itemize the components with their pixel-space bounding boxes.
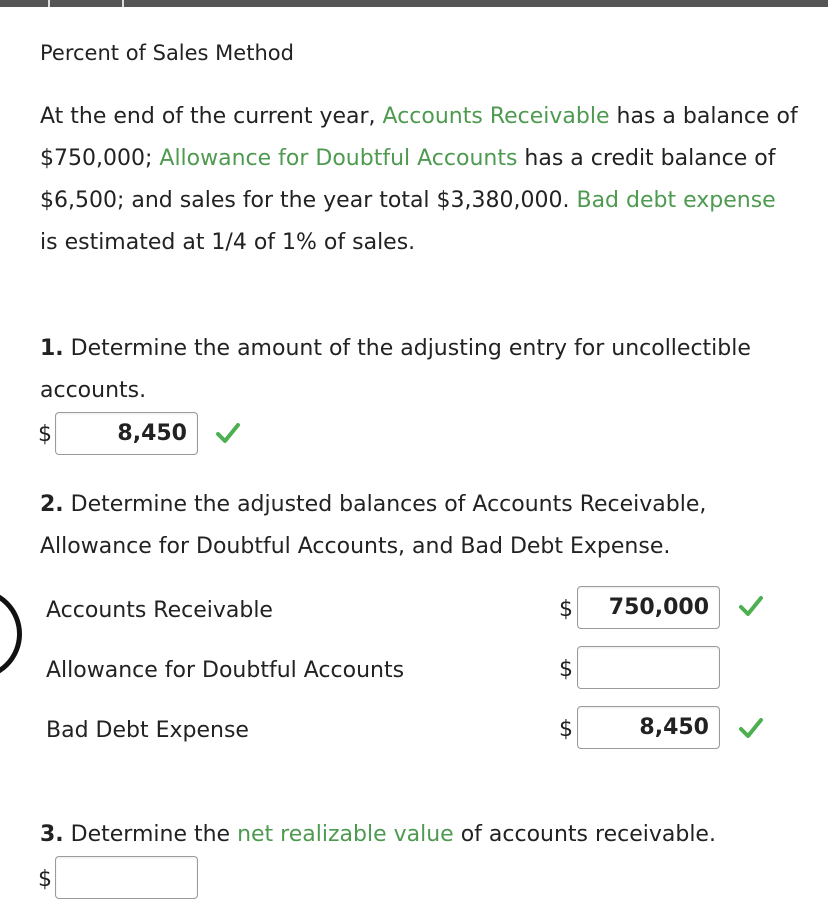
currency-symbol: $ (38, 867, 52, 892)
question-number: 1. (40, 336, 64, 361)
intro-text: has a credit balance of $6,500; and sales for the year total $3,380,000. (40, 146, 776, 213)
question-prompt: of accounts receivable. (453, 822, 716, 847)
question-3-text (40, 814, 820, 856)
accounts-receivable-label: Accounts Receivable (46, 598, 273, 623)
question-prompt: Determine the amount of the adjusting entry for uncollectible accounts. (40, 336, 751, 403)
bad-debt-expense-label: Bad Debt Expense (46, 718, 249, 743)
left-edge-circle-button[interactable] (0, 588, 22, 680)
check-icon (738, 594, 764, 618)
allowance-label: Allowance for Doubtful Accounts (46, 658, 405, 683)
accounts-receivable-input[interactable]: 750,000 (577, 586, 720, 629)
currency-symbol: $ (559, 597, 573, 622)
currency-symbol: $ (559, 657, 573, 682)
question-number: 2. (40, 492, 64, 517)
intro-text: has a balance of $750,000; (40, 104, 798, 171)
bad-debt-expense-link[interactable]: Bad debt expense (576, 188, 776, 213)
question-prompt: Determine the (63, 822, 238, 847)
check-icon (738, 716, 764, 740)
question-1-text (40, 328, 828, 412)
toolbar-divider (48, 0, 50, 7)
q1-answer-input[interactable]: 8,450 (55, 412, 198, 455)
accounts-receivable-link[interactable]: Accounts Receivable (382, 104, 610, 129)
problem-intro (40, 96, 800, 264)
toolbar-divider (122, 0, 124, 7)
question-number: 3. (40, 822, 64, 847)
currency-symbol: $ (559, 717, 573, 742)
question-2-text (40, 484, 810, 568)
page-title: Percent of Sales Method (40, 41, 294, 65)
allowance-input[interactable] (577, 646, 720, 689)
intro-text: At the end of the current year, (40, 104, 383, 129)
intro-text: is estimated at 1/4 of 1% of sales. (40, 230, 416, 255)
check-icon (215, 421, 241, 445)
bad-debt-expense-input[interactable]: 8,450 (577, 706, 720, 749)
allowance-link[interactable]: Allowance for Doubtful Accounts (159, 146, 518, 171)
currency-symbol: $ (38, 422, 52, 447)
net-realizable-value-link[interactable]: net realizable value (237, 822, 454, 847)
top-toolbar-strip (0, 0, 828, 7)
question-prompt: Determine the adjusted balances of Accounts Receivable, Allowance for Doubtful Accounts, and Bad Debt Expense. (40, 492, 707, 559)
net-realizable-value-input[interactable] (55, 856, 198, 899)
